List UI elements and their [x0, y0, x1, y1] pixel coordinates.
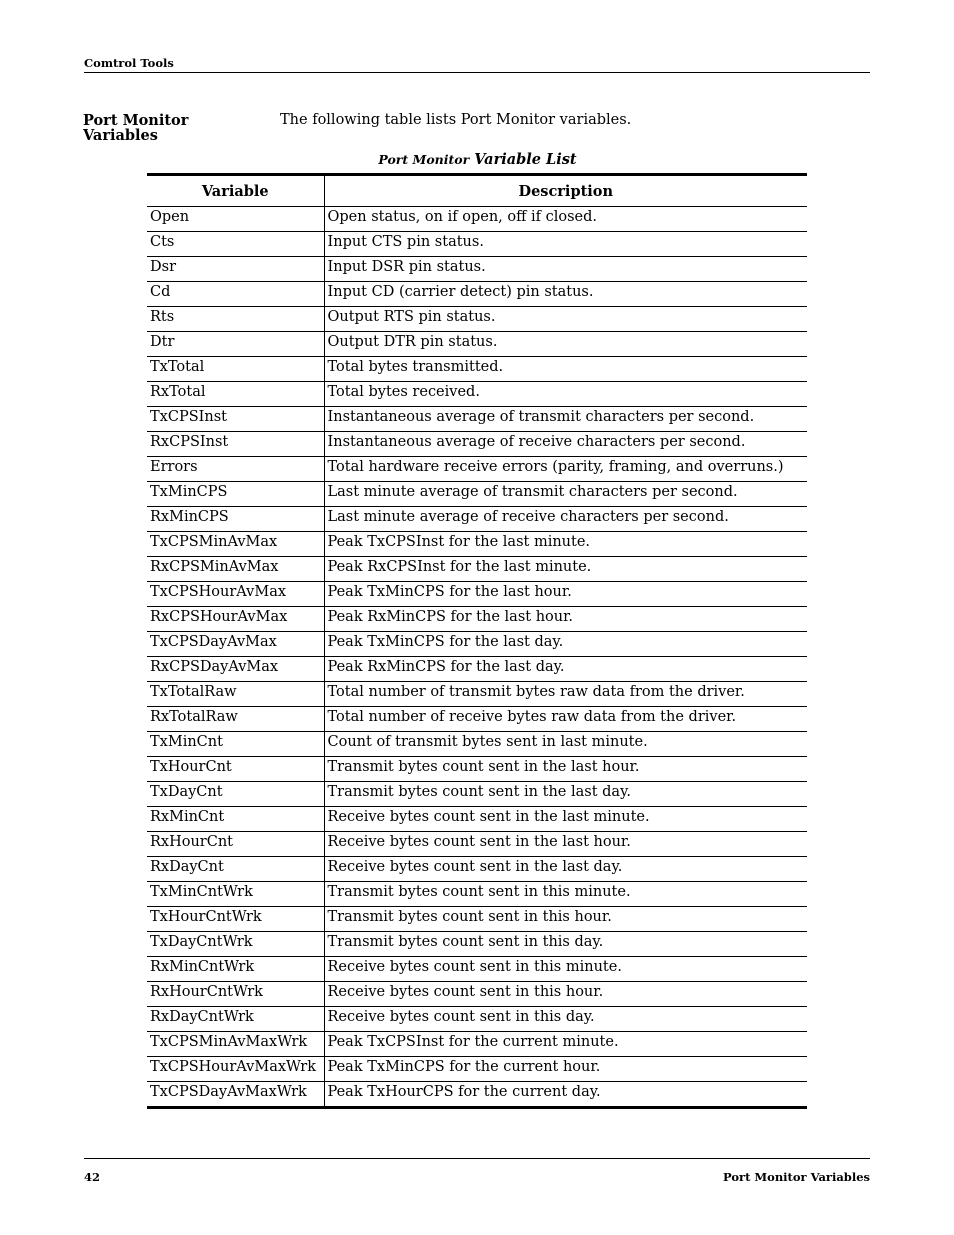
description-cell: Receive bytes count sent in the last day.	[324, 857, 807, 882]
description-cell: Last minute average of transmit characters per second.	[324, 482, 807, 507]
description-cell: Count of transmit bytes sent in last minute.	[324, 732, 807, 757]
table-row	[147, 407, 807, 432]
table-row	[147, 432, 807, 457]
table-row	[147, 807, 807, 832]
table-row	[147, 582, 807, 607]
table-row	[147, 232, 807, 257]
description-cell: Total bytes transmitted.	[324, 357, 807, 382]
header-rule	[84, 72, 870, 73]
section-heading-line2: Variables	[83, 127, 158, 144]
variable-cell: TxTotalRaw	[147, 682, 324, 707]
description-cell: Receive bytes count sent in the last hour.	[324, 832, 807, 857]
table-row	[147, 532, 807, 557]
description-cell: Peak RxMinCPS for the last hour.	[324, 607, 807, 632]
variable-cell: TxCPSHourAvMax	[147, 582, 324, 607]
table-row	[147, 282, 807, 307]
description-cell: Input CD (carrier detect) pin status.	[324, 282, 807, 307]
table-row	[147, 1057, 807, 1082]
variable-cell: RxHourCntWrk	[147, 982, 324, 1007]
description-cell: Instantaneous average of receive characters per second.	[324, 432, 807, 457]
section-heading-line1: Port Monitor	[83, 112, 189, 129]
table-row	[147, 1032, 807, 1057]
variable-cell: RxMinCnt	[147, 807, 324, 832]
variable-cell: Open	[147, 207, 324, 232]
table-row	[147, 707, 807, 732]
description-cell: Input CTS pin status.	[324, 232, 807, 257]
table-row	[147, 932, 807, 957]
table-body	[147, 207, 807, 1108]
table-row	[147, 882, 807, 907]
variable-cell: Dsr	[147, 257, 324, 282]
description-cell: Transmit bytes count sent in this minute.	[324, 882, 807, 907]
running-footer: Port Monitor Variables	[723, 1170, 870, 1184]
description-cell: Receive bytes count sent in the last minute.	[324, 807, 807, 832]
description-cell: Peak RxMinCPS for the last day.	[324, 657, 807, 682]
description-cell: Peak RxCPSInst for the last minute.	[324, 557, 807, 582]
running-header: Comtrol Tools	[84, 56, 174, 70]
variable-cell: TxDayCntWrk	[147, 932, 324, 957]
table-row	[147, 982, 807, 1007]
description-cell: Peak TxCPSInst for the last minute.	[324, 532, 807, 557]
variable-cell: TxCPSDayAvMaxWrk	[147, 1082, 324, 1108]
table-row	[147, 257, 807, 282]
table-row	[147, 1082, 807, 1108]
description-cell: Instantaneous average of transmit characters per second.	[324, 407, 807, 432]
variable-cell: TxMinCntWrk	[147, 882, 324, 907]
description-cell: Peak TxMinCPS for the last hour.	[324, 582, 807, 607]
table-row	[147, 657, 807, 682]
description-cell: Output DTR pin status.	[324, 332, 807, 357]
variable-cell: Cd	[147, 282, 324, 307]
variable-cell: TxCPSMinAvMax	[147, 532, 324, 557]
variable-cell: Rts	[147, 307, 324, 332]
variable-cell: Cts	[147, 232, 324, 257]
variable-cell: RxCPSInst	[147, 432, 324, 457]
table-row	[147, 607, 807, 632]
description-cell: Transmit bytes count sent in the last day.	[324, 782, 807, 807]
table-caption-part1: Port Monitor	[378, 152, 470, 167]
table-row	[147, 857, 807, 882]
variable-cell: TxCPSInst	[147, 407, 324, 432]
variable-cell: TxCPSDayAvMax	[147, 632, 324, 657]
description-cell: Peak TxMinCPS for the current hour.	[324, 1057, 807, 1082]
variable-cell: RxTotal	[147, 382, 324, 407]
description-cell: Transmit bytes count sent in the last hour.	[324, 757, 807, 782]
description-cell: Transmit bytes count sent in this day.	[324, 932, 807, 957]
table-row	[147, 332, 807, 357]
page-number: 42	[84, 1170, 101, 1184]
variable-cell: TxMinCPS	[147, 482, 324, 507]
description-cell: Open status, on if open, off if closed.	[324, 207, 807, 232]
description-cell: Transmit bytes count sent in this hour.	[324, 907, 807, 932]
variable-cell: TxCPSMinAvMaxWrk	[147, 1032, 324, 1057]
table-row	[147, 632, 807, 657]
variable-cell: TxHourCntWrk	[147, 907, 324, 932]
variable-cell: RxCPSDayAvMax	[147, 657, 324, 682]
variable-cell: Errors	[147, 457, 324, 482]
table-row	[147, 457, 807, 482]
variable-cell: RxMinCPS	[147, 507, 324, 532]
table-row	[147, 357, 807, 382]
variable-cell: TxCPSHourAvMaxWrk	[147, 1057, 324, 1082]
table-caption	[148, 151, 807, 168]
description-cell: Receive bytes count sent in this minute.	[324, 957, 807, 982]
variable-table	[147, 173, 807, 1109]
table-row	[147, 782, 807, 807]
table-row	[147, 907, 807, 932]
description-cell: Total hardware receive errors (parity, framing, and overruns.)	[324, 457, 807, 482]
table-row	[147, 557, 807, 582]
description-cell: Output RTS pin status.	[324, 307, 807, 332]
description-cell: Last minute average of receive characters per second.	[324, 507, 807, 532]
description-cell: Total bytes received.	[324, 382, 807, 407]
variable-cell: Dtr	[147, 332, 324, 357]
variable-cell: RxDayCntWrk	[147, 1007, 324, 1032]
description-cell: Input DSR pin status.	[324, 257, 807, 282]
table-caption-part2: Variable List	[474, 151, 577, 168]
description-cell: Peak TxMinCPS for the last day.	[324, 632, 807, 657]
table-row	[147, 482, 807, 507]
variable-cell: RxHourCnt	[147, 832, 324, 857]
table-row	[147, 307, 807, 332]
table-header-row	[147, 175, 807, 207]
variable-cell: TxTotal	[147, 357, 324, 382]
table-row	[147, 757, 807, 782]
column-header-variable: Variable	[147, 175, 324, 207]
table-row	[147, 732, 807, 757]
variable-cell: TxHourCnt	[147, 757, 324, 782]
variable-cell: RxCPSHourAvMax	[147, 607, 324, 632]
variable-cell: RxMinCntWrk	[147, 957, 324, 982]
description-cell: Peak TxHourCPS for the current day.	[327, 1084, 601, 1100]
variable-cell: RxDayCnt	[147, 857, 324, 882]
description-cell: Peak TxCPSInst for the current minute.	[324, 1032, 807, 1057]
table-row	[147, 1007, 807, 1032]
description-cell: Total number of transmit bytes raw data from the driver.	[324, 682, 807, 707]
variable-cell: RxTotalRaw	[147, 707, 324, 732]
column-header-description: Description	[324, 175, 807, 207]
description-cell: Total number of receive bytes raw data from the driver.	[324, 707, 807, 732]
table-row	[147, 507, 807, 532]
table-row	[147, 832, 807, 857]
variable-cell: TxDayCnt	[147, 782, 324, 807]
table-row	[147, 957, 807, 982]
description-cell: Receive bytes count sent in this day.	[324, 1007, 807, 1032]
variable-cell: RxCPSMinAvMax	[147, 557, 324, 582]
footer-rule	[84, 1158, 870, 1159]
intro-text: The following table lists Port Monitor variables.	[280, 112, 632, 128]
table-row	[147, 207, 807, 232]
description-cell: Receive bytes count sent in this hour.	[324, 982, 807, 1007]
section-heading	[83, 113, 263, 143]
table-row	[147, 382, 807, 407]
table-row	[147, 682, 807, 707]
variable-cell: TxMinCnt	[147, 732, 324, 757]
